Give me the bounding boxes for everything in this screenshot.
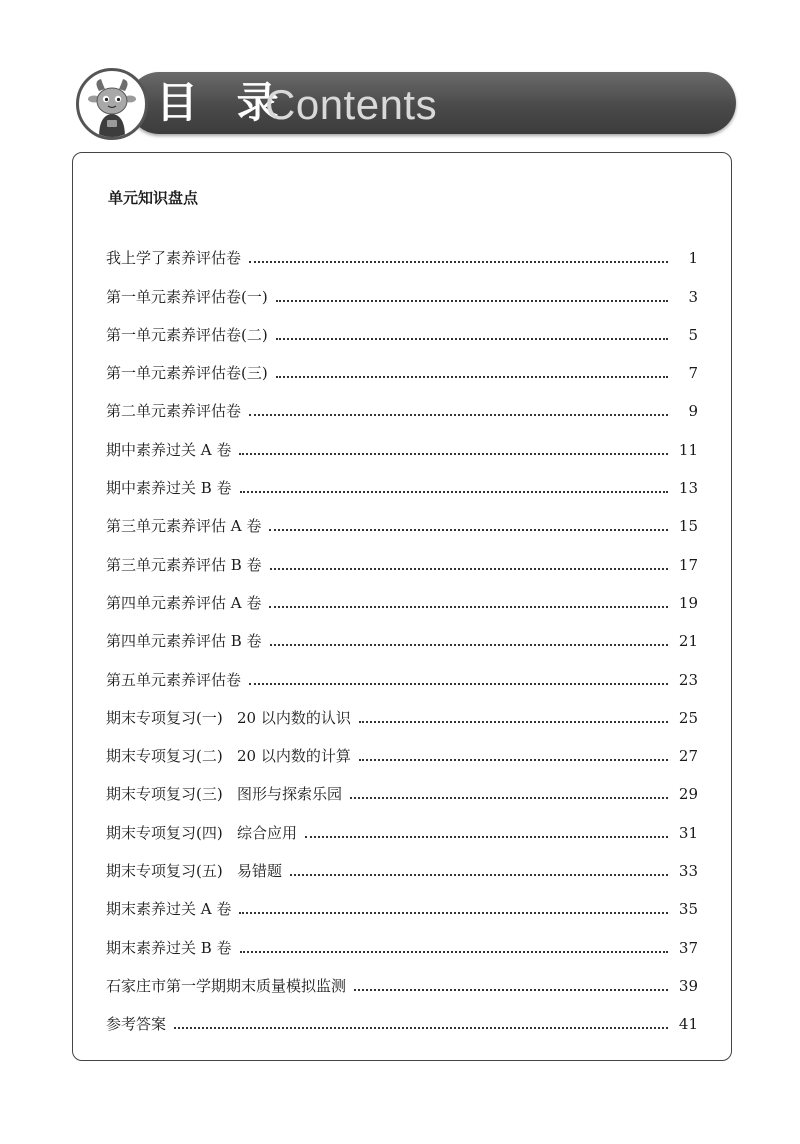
toc-entry-page-number: 21 <box>678 632 698 651</box>
goat-mascot-icon <box>76 68 148 140</box>
toc-entry[interactable] <box>106 996 698 1034</box>
toc-entry-page-number: 35 <box>678 900 698 919</box>
toc-entry[interactable] <box>106 651 698 689</box>
toc-entry-title: 石家庄市第一学期期末质量模拟监测 <box>106 976 347 995</box>
toc-entry-title: 期末素养过关 A 卷 <box>106 900 232 919</box>
dot-leader <box>174 1027 668 1029</box>
toc-entry-title: 第一单元素养评估卷(二) <box>106 325 268 344</box>
toc-entry[interactable] <box>106 843 698 881</box>
toc-entry-page-number: 37 <box>678 938 698 957</box>
toc-entry[interactable] <box>106 804 698 842</box>
toc-list <box>106 230 698 1034</box>
toc-entry-page-number: 19 <box>678 593 698 612</box>
toc-entry-title: 期中素养过关 A 卷 <box>106 440 232 459</box>
section-heading: 单元知识盘点 <box>108 189 199 207</box>
toc-entry-title: 参考答案 <box>106 1015 167 1034</box>
dot-leader <box>350 797 668 799</box>
toc-entry[interactable] <box>106 728 698 766</box>
toc-entry-title: 第四单元素养评估 A 卷 <box>106 593 262 612</box>
toc-entry-title: 我上学了素养评估卷 <box>106 249 242 268</box>
toc-entry-title: 第四单元素养评估 B 卷 <box>106 632 262 651</box>
dot-leader <box>239 453 668 455</box>
toc-entry-title: 第三单元素养评估 A 卷 <box>106 517 262 536</box>
toc-entry[interactable] <box>106 919 698 957</box>
toc-entry-page-number: 1 <box>688 249 698 268</box>
dot-leader <box>240 491 668 493</box>
dot-leader <box>354 989 668 991</box>
toc-entry-page-number: 5 <box>688 325 698 344</box>
toc-entry-page-number: 41 <box>678 1015 698 1034</box>
page-title-english: Contents <box>265 81 438 128</box>
toc-entry[interactable] <box>106 307 698 345</box>
toc-entry-title: 第二单元素养评估卷 <box>106 402 242 421</box>
toc-entry-title: 期末专项复习(五) 易错题 <box>106 862 283 881</box>
toc-entry[interactable] <box>106 268 698 306</box>
toc-entry-title: 期末专项复习(一) 20 以内数的认识 <box>106 708 351 727</box>
toc-entry[interactable] <box>106 613 698 651</box>
toc-entry-page-number: 23 <box>678 670 698 689</box>
toc-entry[interactable] <box>106 383 698 421</box>
toc-entry[interactable] <box>106 460 698 498</box>
toc-entry-page-number: 31 <box>678 823 698 842</box>
dot-leader <box>240 951 668 953</box>
toc-entry[interactable] <box>106 690 698 728</box>
dot-leader <box>269 606 668 608</box>
toc-entry-title: 第三单元素养评估 B 卷 <box>106 555 262 574</box>
page-title: 目 录 <box>156 78 291 127</box>
toc-entry[interactable] <box>106 498 698 536</box>
toc-entry-page-number: 25 <box>678 708 698 727</box>
toc-entry-page-number: 33 <box>678 862 698 881</box>
toc-entry-title: 期末专项复习(二) 20 以内数的计算 <box>106 747 351 766</box>
toc-entry-title: 第五单元素养评估卷 <box>106 670 242 689</box>
dot-leader <box>276 338 668 340</box>
dot-leader <box>249 683 668 685</box>
toc-entry-page-number: 7 <box>688 364 698 383</box>
toc-entry[interactable] <box>106 421 698 459</box>
toc-entry-page-number: 27 <box>678 747 698 766</box>
dot-leader <box>276 376 668 378</box>
toc-entry-page-number: 29 <box>678 785 698 804</box>
dot-leader <box>269 529 668 531</box>
toc-entry-title: 期末专项复习(四) 综合应用 <box>106 823 298 842</box>
toc-entry-page-number: 17 <box>678 555 698 574</box>
toc-entry-page-number: 11 <box>678 440 698 459</box>
toc-entry-title: 第一单元素养评估卷(一) <box>106 287 268 306</box>
dot-leader <box>270 644 668 646</box>
toc-entry[interactable] <box>106 230 698 268</box>
dot-leader <box>276 300 668 302</box>
dot-leader <box>249 261 668 263</box>
toc-entry-title: 期末专项复习(三) 图形与探索乐园 <box>106 785 343 804</box>
toc-entry-page-number: 39 <box>678 976 698 995</box>
dot-leader <box>239 912 668 914</box>
toc-entry-page-number: 13 <box>678 479 698 498</box>
toc-entry[interactable] <box>106 575 698 613</box>
dot-leader <box>359 721 668 723</box>
dot-leader <box>249 414 668 416</box>
toc-entry-title: 期中素养过关 B 卷 <box>106 479 232 498</box>
toc-entry[interactable] <box>106 958 698 996</box>
toc-entry[interactable] <box>106 536 698 574</box>
dot-leader <box>305 836 668 838</box>
toc-entry-page-number: 3 <box>688 287 698 306</box>
toc-entry[interactable] <box>106 881 698 919</box>
dot-leader <box>290 874 668 876</box>
toc-entry-page-number: 15 <box>678 517 698 536</box>
toc-entry-title: 第一单元素养评估卷(三) <box>106 364 268 383</box>
toc-entry-title: 期末素养过关 B 卷 <box>106 938 232 957</box>
dot-leader <box>270 568 668 570</box>
dot-leader <box>359 759 668 761</box>
toc-entry[interactable] <box>106 766 698 804</box>
toc-entry[interactable] <box>106 345 698 383</box>
toc-entry-page-number: 9 <box>688 402 698 421</box>
